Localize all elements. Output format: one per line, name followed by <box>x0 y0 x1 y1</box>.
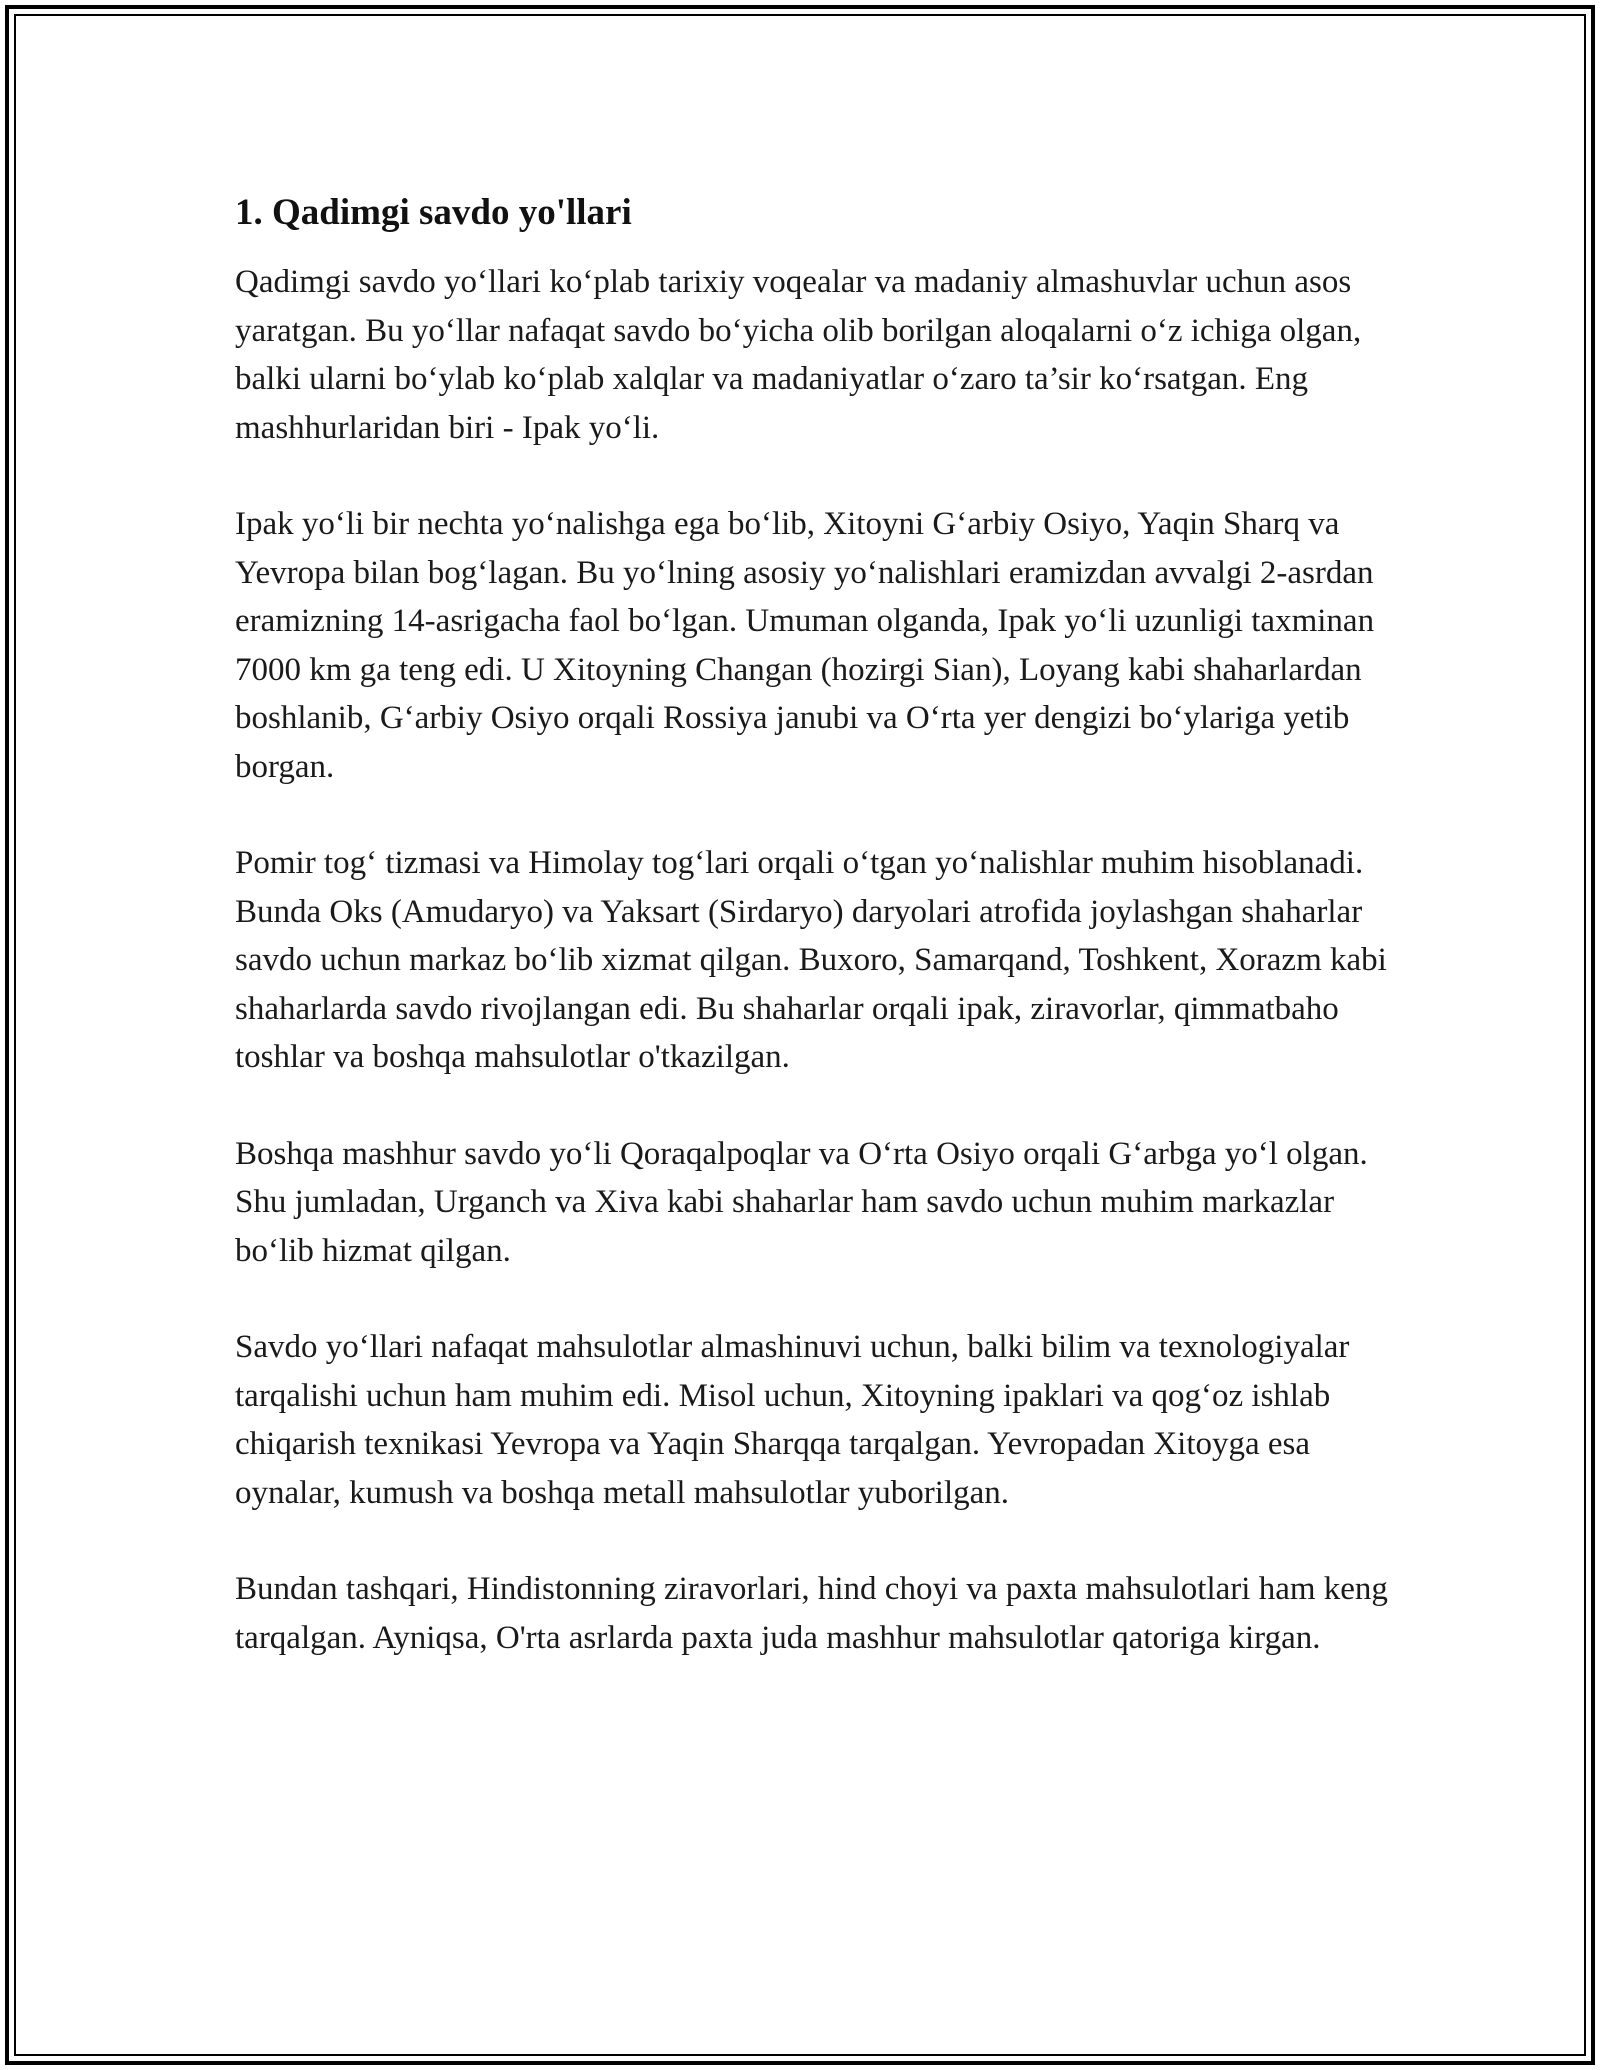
document-body <box>235 188 1405 1710</box>
paragraph-1: Qadimgi savdo yo‘llari ko‘plab tarixiy voqealar va madaniy almashuvlar uchun asos yaratgan. Bu yo‘llar nafaqat savdo bo‘yicha olib borilgan aloqalarni o‘z ichiga olgan, balki ularni bo‘ylab ko‘plab xalqlar va madaniyatlar o‘zaro ta’sir ko‘rsatgan. Eng mashhurlaridan biri - Ipak yo‘li. <box>235 264 1362 446</box>
section-heading: 1. Qadimgi savdo yo'llari <box>235 192 632 233</box>
paragraph-4: Boshqa mashhur savdo yo‘li Qoraqalpoqlar va O‘rta Osiyo orqali G‘arbga yo‘l olgan. Shu jumladan, Urganch va Xiva kabi shaharlar ham savdo uchun muhim markazlar bo‘lib hizmat qilgan. <box>235 1135 1368 1269</box>
paragraph-6: Bundan tashqari, Hindistonning ziravorlari, hind choyi va paxta mahsulotlari ham keng tarqalgan. Ayniqsa, O'rta asrlarda paxta juda mashhur mahsulotlar qatoriga kirgan. <box>235 1571 1388 1656</box>
paragraph-5: Savdo yo‘llari nafaqat mahsulotlar almashinuvi uchun, balki bilim va texnologiyalar tarqalishi uchun ham muhim edi. Misol uchun, Xitoyning ipaklari va qog‘oz ishlab chiqarish texnikasi Yevropa va Yaqin Sharqqa tarqalgan. Yevropadan Xitoyga esa oynalar, kumush va boshqa metall mahsulotlar yuborilgan. <box>235 1329 1350 1511</box>
paragraph-2: Ipak yo‘li bir nechta yo‘nalishga ega bo‘lib, Xitoyni G‘arbiy Osiyo, Yaqin Sharq va Yevropa bilan bog‘lagan. Bu yo‘lning asosiy yo‘nalishlari eramizdan avvalgi 2-asrdan eramizning 14-asrigacha faol bo‘lgan. Umuman olganda, Ipak yo‘li uzunligi taxminan 7000 km ga teng edi. U Xitoyning Changan (hozirgi Sian), Loyang kabi shaharlardan boshlanib, G‘arbiy Osiyo orqali Rossiya janubi va O‘rta yer dengizi bo‘ylariga yetib borgan. <box>235 506 1375 785</box>
paragraph-3: Pomir tog‘ tizmasi va Himolay tog‘lari orqali o‘tgan yo‘nalishlar muhim hisoblanadi. Bunda Oks (Amudaryo) va Yaksart (Sirdaryo) daryolari atrofida joylashgan shaharlar savdo uchun markaz bo‘lib xizmat qilgan. Buxoro, Samarqand, Toshkent, Xorazm kabi shaharlarda savdo rivojlangan edi. Bu shaharlar orqali ipak, ziravorlar, qimmatbaho toshlar va boshqa mahsulotlar o'tkazilgan. <box>235 845 1387 1075</box>
